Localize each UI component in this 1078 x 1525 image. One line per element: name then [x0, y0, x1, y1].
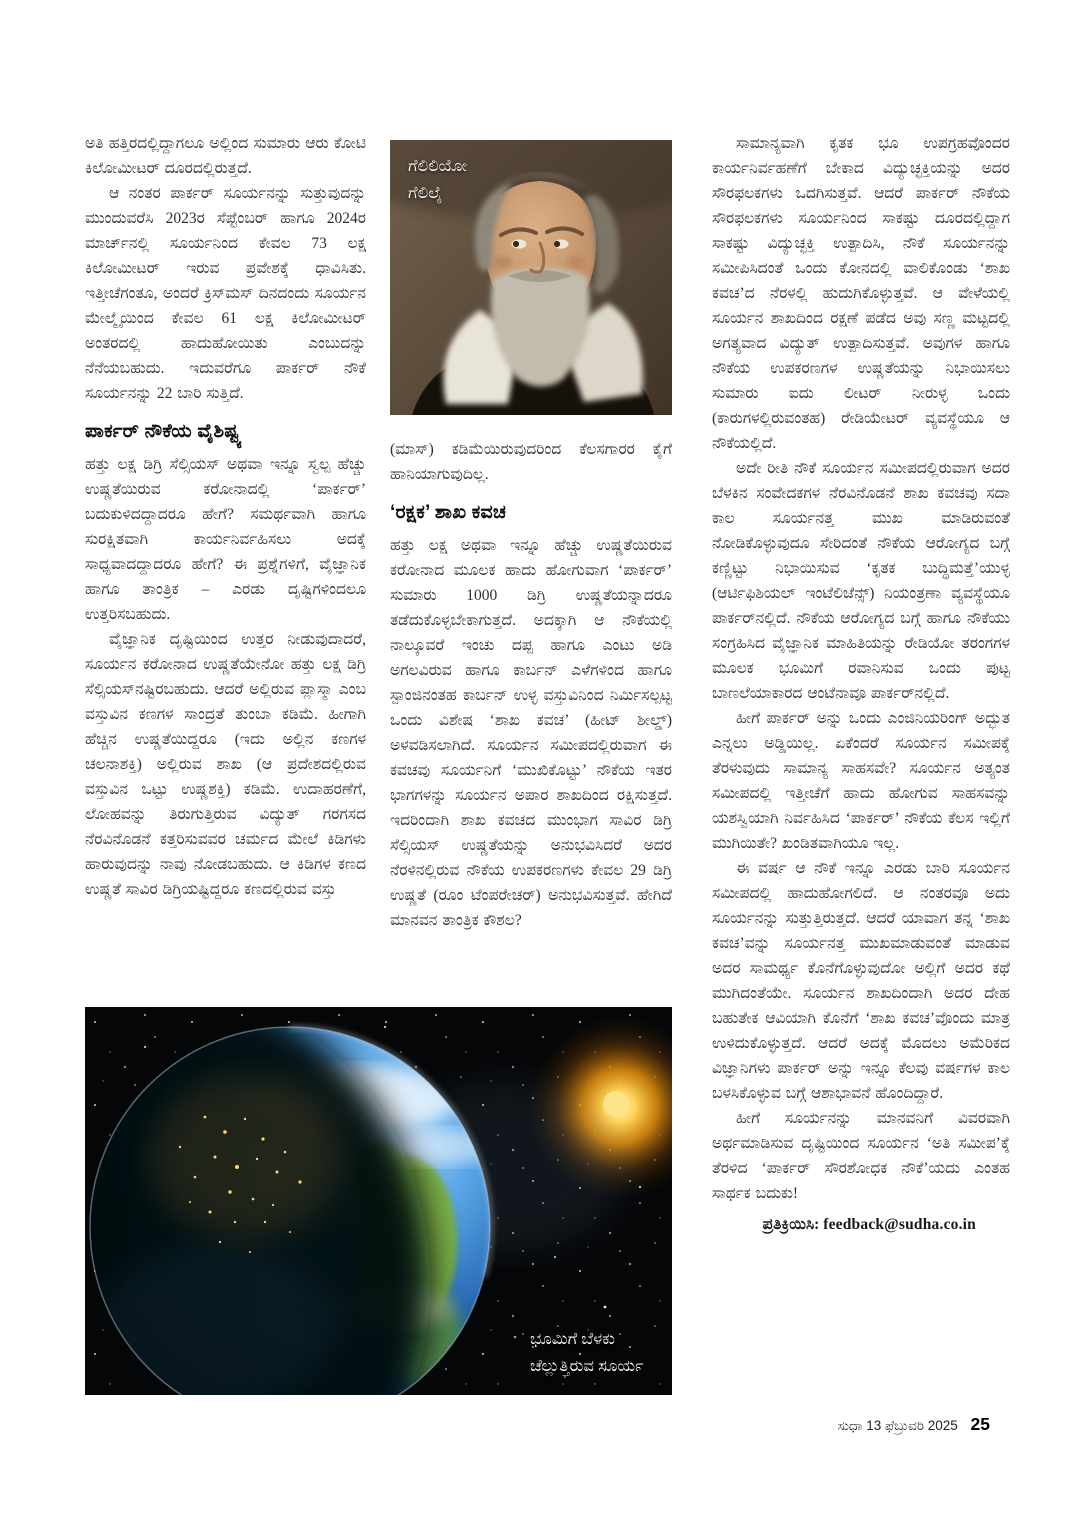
paragraph: (ಮಾಸ್) ಕಡಿಮೆಯಿರುವುದರಿಂದ ಕೆಲಸಗಾರರ ಕೈಗೆ ಹಾನಿಯಾಗುವುದಿಲ್ಲ. [390, 441, 672, 483]
earth-caption [530, 1325, 644, 1379]
magazine-name: ಸುಧಾ [837, 1418, 863, 1433]
paragraph: ಹೀಗೆ ಪಾರ್ಕರ್ ಅನ್ನು ಒಂದು ಎಂಜಿನಿಯರಿಂಗ್ ಅದ್ಭುತ ಎನ್ನಲು ಅಡ್ಡಿಯಿಲ್ಲ. ಏಕೆಂದರೆ ಸೂರ್ಯನ ಸಮೀಪಕ್ಕೆ ತೆರಳುವುದು ಸಾಮಾನ್ಯ ಸಾಹಸವೇ? ಸೂರ್ಯನ ಅತ್ಯಂತ ಸಮೀಪದಲ್ಲಿ ಇತ್ತೀಚೆಗೆ ಹಾದು ಹೋಗುವ ಸಾಹಸವನ್ನು ಯಶಸ್ವಿಯಾಗಿ ನಿರ್ವಹಿಸಿದ ‘ಪಾರ್ಕರ್’ ನೌಕೆಯ ಕೆಲಸ ಇಲ್ಲಿಗೆ ಮುಗಿಯಿತೇ? ಖಂಡಿತವಾಗಿಯೂ ಇಲ್ಲ. [712, 710, 1010, 852]
page-number: 25 [970, 1414, 990, 1434]
column-right [712, 131, 1010, 1403]
page-footer [837, 1414, 990, 1435]
paragraph: ಆ ನಂತರ ಪಾರ್ಕರ್ ಸೂರ್ಯನನ್ನು ಸುತ್ತುವುದನ್ನು ಮುಂದುವರೆಸಿ 2023ರ ಸೆಪ್ಟೆಂಬರ್ ಹಾಗೂ 2024ರ ಮಾರ್ಚ್‌ನಲ್ಲಿ ಸೂರ್ಯನಿಂದ ಕೇವಲ 73 ಲಕ್ಷ ಕಿಲೋಮೀಟರ್ ಇರುವ ಪ್ರವೇಶಕ್ಕೆ ಧಾವಿಸಿತು. ಇತ್ತೀಚೆಗಂತೂ, ಅಂದರೆ ಕ್ರಿಸ್‌ಮಸ್ ದಿನದಂದು ಸೂರ್ಯನ ಮೇಲ್ಮೈಯಿಂದ ಕೇವಲ 61 ಲಕ್ಷ ಕಿಲೋಮೀಟರ್ ಅಂತರದಲ್ಲಿ ಹಾದುಹೋಯಿತು ಎಂಬುದನ್ನು ನೆನೆಯಬಹುದು. ಇದುವರೆಗೂ ಪಾರ್ಕರ್ ನೌಕೆ ಸೂರ್ಯನನ್ನು 22 ಬಾರಿ ಸುತ್ತಿದೆ. [85, 185, 366, 402]
galileo-caption-line1: ಗೆಲಿಲಿಯೋ [408, 156, 468, 175]
earth-caption-line2: ಚೆಲ್ಲುತ್ತಿರುವ ಸೂರ್ಯ [530, 1356, 644, 1375]
paragraph: ಹತ್ತು ಲಕ್ಷ ಡಿಗ್ರಿ ಸೆಲ್ಸಿಯಸ್ ಅಥವಾ ಇನ್ನೂ ಸ್ವಲ್ಪ ಹೆಚ್ಚು ಉಷ್ಣತೆಯಿರುವ ಕರೋನಾದಲ್ಲಿ ‘ಪಾರ್ಕರ್’ ಬದುಕುಳಿದದ್ದಾದರೂ ಹೇಗೆ? ಸಮರ್ಥವಾಗಿ ಹಾಗೂ ಸುರಕ್ಷಿತವಾಗಿ ಕಾರ್ಯನಿರ್ವಹಿಸಲು ಅದಕ್ಕೆ ಸಾಧ್ಯವಾದದ್ದಾದರೂ ಹೇಗೆ? ಈ ಪ್ರಶ್ನೆಗಳಿಗೆ, ವೈಜ್ಞಾನಿಕ ಹಾಗೂ ತಾಂತ್ರಿಕ – ಎರಡು ದೃಷ್ಟಿಗಳಿಂದಲೂ ಉತ್ತರಿಸಬಹುದು. [85, 456, 366, 623]
paragraph: ಈ ವರ್ಷ ಆ ನೌಕೆ ಇನ್ನೂ ಎರಡು ಬಾರಿ ಸೂರ್ಯನ ಸಮೀಪದಲ್ಲಿ ಹಾದುಹೋಗಲಿದೆ. ಆ ನಂತರವೂ ಅದು ಸೂರ್ಯನನ್ನು ಸುತ್ತುತ್ತಿರುತ್ತದೆ. ಆದರೆ ಯಾವಾಗ ತನ್ನ ‘ಶಾಖ ಕವಚ’ವನ್ನು ಸೂರ್ಯನತ್ತ ಮುಖಮಾಡುವಂತೆ ಮಾಡುವ ಅದರ ಸಾಮರ್ಥ್ಯ ಕೊನೆಗೊಳ್ಳುವುದೋ ಅಲ್ಲಿಗೆ ಅದರ ಕಥೆ ಮುಗಿದಂತೆಯೇ. ಸೂರ್ಯನ ಶಾಖದಿಂದಾಗಿ ಅದರ ದೇಹ ಬಹುತೇಕ ಆವಿಯಾಗಿ ಕೊನೆಗೆ ‘ಶಾಖ ಕವಚ’ವೊಂದು ಮಾತ್ರ ಉಳಿದುಕೊಳ್ಳುತ್ತದೆ. ಆದರೆ ಅದಕ್ಕೆ ಮೊದಲು ಅಮೆರಿಕದ ವಿಜ್ಞಾನಿಗಳು ಪಾರ್ಕರ್ ಅನ್ನು ಇನ್ನೂ ಕೆಲವು ವರ್ಷಗಳ ಕಾಲ ಬಳಸಿಕೊಳ್ಳುವ ಬಗ್ಗೆ ಆಶಾಭಾವನೆ ಹೊಂದಿದ್ದಾರೆ. [712, 860, 1010, 1102]
galileo-portrait-image [390, 140, 672, 415]
paragraph: ಅದೇ ರೀತಿ ನೌಕೆ ಸೂರ್ಯನ ಸಮೀಪದಲ್ಲಿರುವಾಗ ಅದರ ಬೆಳಕಿನ ಸಂವೇದಕಗಳ ನೆರವಿನೊಡನೆ ಶಾಖ ಕವಚವು ಸದಾ ಕಾಲ ಸೂರ್ಯನತ್ತ ಮುಖ ಮಾಡಿರುವಂತೆ ನೋಡಿಕೊಳ್ಳುವುದೂ ಸೇರಿದಂತೆ ನೌಕೆಯ ಆರೋಗ್ಯದ ಬಗ್ಗೆ ಕಣ್ಣಿಟ್ಟು ನಿಭಾಯಿಸುವ ‘ಕೃತಕ ಬುದ್ಧಿಮತ್ತೆ’ಯುಳ್ಳ (ಆರ್ಟಿಫಿಶಿಯಲ್ ಇಂಟೆಲಿಜೆನ್ಸ್) ನಿಯಂತ್ರಣಾ ವ್ಯವಸ್ಥೆಯೂ ಪಾರ್ಕರ್‌ನಲ್ಲಿದೆ. ನೌಕೆಯ ಆರೋಗ್ಯದ ಬಗ್ಗೆ ಹಾಗೂ ನೌಕೆಯು ಸಂಗ್ರಹಿಸಿದ ವೈಜ್ಞಾನಿಕ ಮಾಹಿತಿಯನ್ನು ರೇಡಿಯೋ ತರಂಗಗಳ ಮೂಲಕ ಭೂಮಿಗೆ ರವಾನಿಸುವ ಒಂದು ಪುಟ್ಟ ಬಾಣಲೆಯಾಕಾರದ ಆಂಟೆನಾವೂ ಪಾರ್ಕರ್‌ನಲ್ಲಿದೆ. [712, 460, 1010, 702]
column-middle [390, 437, 672, 989]
paragraph: ಹತ್ತು ಲಕ್ಷ ಅಥವಾ ಇನ್ನೂ ಹೆಚ್ಚು ಉಷ್ಣತೆಯಿರುವ ಕರೋನಾದ ಮೂಲಕ ಹಾದು ಹೋಗುವಾಗ ‘ಪಾರ್ಕರ್’ ಸುಮಾರು 1000 ಡಿಗ್ರಿ ಉಷ್ಣತೆಯನ್ನಾದರೂ ತಡೆದುಕೊಳ್ಳಬೇಕಾಗುತ್ತದೆ. ಅದಕ್ಕಾಗಿ ಆ ನೌಕೆಯಲ್ಲಿ ನಾಲ್ಕೂವರೆ ಇಂಚು ದಪ್ಪ ಹಾಗೂ ಎಂಟು ಅಡಿ ಅಗಲವಿರುವ ಹಾಗೂ ಕಾರ್ಬನ್ ಎಳೆಗಳಿಂದ ಹಾಗೂ ಸ್ಪಾಂಜಿನಂತಹ ಕಾರ್ಬನ್ ಉಳ್ಳ ವಸ್ತುವಿನಿಂದ ನಿರ್ಮಿಸಲ್ಪಟ್ಟ ಒಂದು ವಿಶೇಷ ‘ಶಾಖ ಕವಚ’ (ಹೀಟ್ ಶೀಲ್ಡ್) ಅಳವಡಿಸಲಾಗಿದೆ. ಸೂರ್ಯನ ಸಮೀಪದಲ್ಲಿರುವಾಗ ಈ ಕವಚವು ಸೂರ್ಯನಿಗೆ ‘ಮುಖಿಕೊಟ್ಟು’ ನೌಕೆಯ ಇತರ ಭಾಗಗಳನ್ನು ಸೂರ್ಯನ ಅಪಾರ ಶಾಖದಿಂದ ರಕ್ಷಿಸುತ್ತದೆ. ಇದರಿಂದಾಗಿ ಶಾಖ ಕವಚದ ಮುಂಭಾಗ ಸಾವಿರ ಡಿಗ್ರಿ ಸೆಲ್ಸಿಯಸ್ ಉಷ್ಣತೆಯನ್ನು ಅನುಭವಿಸಿದರೆ ಅದರ ನೆರಳಿನಲ್ಲಿರುವ ನೌಕೆಯ ಉಪಕರಣಗಳು ಕೇವಲ 29 ಡಿಗ್ರಿ ಉಷ್ಣತೆ (ರೂಂ ಟೆಂಪರೇಚರ್) ಅನುಭವಿಸುತ್ತವೆ. ಹೇಗಿದೆ ಮಾನವನ ತಾಂತ್ರಿಕ ಕೌಶಲ? [390, 537, 672, 929]
paragraph: ಹೀಗೆ ಸೂರ್ಯನನ್ನು ಮಾನವನಿಗೆ ವಿವರವಾಗಿ ಅರ್ಥಮಾಡಿಸುವ ದೃಷ್ಟಿಯಿಂದ ಸೂರ್ಯನ ‘ಅತಿ ಸಮೀಪ’ಕ್ಕೆ ತೆರಳಿದ ‘ಪಾರ್ಕರ್ ಸೌರಶೋಧಕ ನೌಕೆ’ಯದು ಎಂತಹ ಸಾರ್ಥಕ ಬದುಕು! [712, 1110, 1010, 1202]
paragraph: ಅತಿ ಹತ್ತಿರದಲ್ಲಿದ್ದಾಗಲೂ ಅಲ್ಲಿಂದ ಸುಮಾರು ಆರು ಕೋಟಿ ಕಿಲೋಮೀಟರ್ ದೂರದಲ್ಲಿರುತ್ತದೆ. [85, 135, 366, 177]
section-heading-heat-shield: ‘ರಕ್ಷಕ’ ಶಾಖ ಕವಚ [390, 502, 507, 523]
feedback-label: ಪ್ರತಿಕ್ರಿಯಿಸಿ: [762, 1216, 820, 1233]
earth-caption-line1: ಭೂಮಿಗೆ ಬೆಳಕು [530, 1329, 615, 1348]
issue-date: 13 ಫೆಬ್ರುವರಿ 2025 [866, 1418, 958, 1433]
column-left [85, 131, 366, 991]
earth-space-image [85, 1007, 672, 1395]
feedback-line [712, 1212, 1010, 1237]
sun-core [603, 1091, 629, 1117]
paragraph: ಸಾಮಾನ್ಯವಾಗಿ ಕೃತಕ ಭೂ ಉಪಗ್ರಹವೊಂದರ ಕಾರ್ಯನಿರ್ವಹಣೆಗೆ ಬೇಕಾದ ವಿದ್ಯುಚ್ಛಕ್ತಿಯನ್ನು ಅದರ ಸೌರಫಲಕಗಳು ಒದಗಿಸುತ್ತವೆ. ಆದರೆ ಪಾರ್ಕರ್ ನೌಕೆಯ ಸೌರಫಲಕಗಳು ಸೂರ್ಯನಿಂದ ಸಾಕಷ್ಟು ದೂರದಲ್ಲಿದ್ದಾಗ ಸಾಕಷ್ಟು ವಿದ್ಯುಚ್ಛಕ್ತಿ ಉತ್ಪಾದಿಸಿ, ನೌಕೆ ಸೂರ್ಯನನ್ನು ಸಮೀಪಿಸಿದಂತೆ ಒಂದು ಕೋನದಲ್ಲಿ ವಾಲಿಕೊಂಡು ‘ಶಾಖ ಕವಚ’ದ ನೆರಳಲ್ಲಿ ಹುದುಗಿಕೊಳ್ಳುತ್ತವೆ. ಆ ವೇಳೆಯಲ್ಲಿ ಸೂರ್ಯನ ಶಾಖದಿಂದ ರಕ್ಷಣೆ ಪಡೆದ ಅವು ಸಣ್ಣ ಮಟ್ಟದಲ್ಲಿ ಅಗತ್ಯವಾದ ವಿದ್ಯುತ್ ಉತ್ಪಾದಿಸುತ್ತವೆ. ಅವುಗಳ ಹಾಗೂ ನೌಕೆಯ ಉಪಕರಣಗಳ ಉಷ್ಣತೆಯನ್ನು ನಿಭಾಯಿಸಲು ಸುಮಾರು ಐದು ಲೀಟರ್ ನೀರುಳ್ಳ ಒಂದು (ಕಾರುಗಳಲ್ಲಿರುವಂತಹ) ರೇಡಿಯೇಟರ್ ವ್ಯವಸ್ಥೆಯೂ ಆ ನೌಕೆಯಲ್ಲಿದೆ. [712, 135, 1010, 452]
galileo-caption-line2: ಗೆಲಿಲೈ [408, 183, 443, 202]
paragraph: ವೈಜ್ಞಾನಿಕ ದೃಷ್ಟಿಯಿಂದ ಉತ್ತರ ನೀಡುವುದಾದರೆ, ಸೂರ್ಯನ ಕರೋನಾದ ಉಷ್ಣತೆಯೇನೋ ಹತ್ತು ಲಕ್ಷ ಡಿಗ್ರಿ ಸೆಲ್ಸಿಯಸ್‌ನಷ್ಟಿರಬಹುದು. ಆದರೆ ಅಲ್ಲಿರುವ ಪ್ಲಾಸ್ಮಾ ಎಂಬ ವಸ್ತುವಿನ ಕಣಗಳ ಸಾಂದ್ರತೆ ತುಂಬಾ ಕಡಿಮೆ. ಹೀಗಾಗಿ ಹೆಚ್ಚಿನ ಉಷ್ಣತೆಯಿದ್ದರೂ (ಇದು ಅಲ್ಲಿನ ಕಣಗಳ ಚಲನಾಶಕ್ತಿ) ಅಲ್ಲಿರುವ ಶಾಖ (ಆ ಪ್ರದೇಶದಲ್ಲಿರುವ ವಸ್ತುವಿನ ಒಟ್ಟು ಉಷ್ಣಶಕ್ತಿ) ಕಡಿಮೆ. ಉದಾಹರಣೆಗೆ, ಲೋಹವನ್ನು ತಿರುಗುತ್ತಿರುವ ವಿದ್ಯುತ್ ಗರಗಸದ ನೆರವಿನೊಡನೆ ಕತ್ತರಿಸುವವರ ಚರ್ಮದ ಮೇಲೆ ಕಿಡಿಗಳು ಹಾರುವುದನ್ನು ನಾವು ನೋಡಬಹುದು. ಆ ಕಿಡಿಗಳ ಕಣದ ಉಷ್ಣತೆ ಸಾವಿರ ಡಿಗ್ರಿಯಷ್ಟಿದ್ದರೂ ಕಣದಲ್ಲಿರುವ ವಸ್ತು [85, 631, 366, 898]
city-lights-glow [150, 1075, 340, 1239]
galileo-caption [408, 152, 467, 206]
feedback-email: feedback@sudha.co.in [823, 1216, 976, 1233]
section-heading-parker-features: ಪಾರ್ಕರ್ ನೌಕೆಯ ವೈಶಿಷ್ಟ್ಯ [85, 421, 243, 442]
